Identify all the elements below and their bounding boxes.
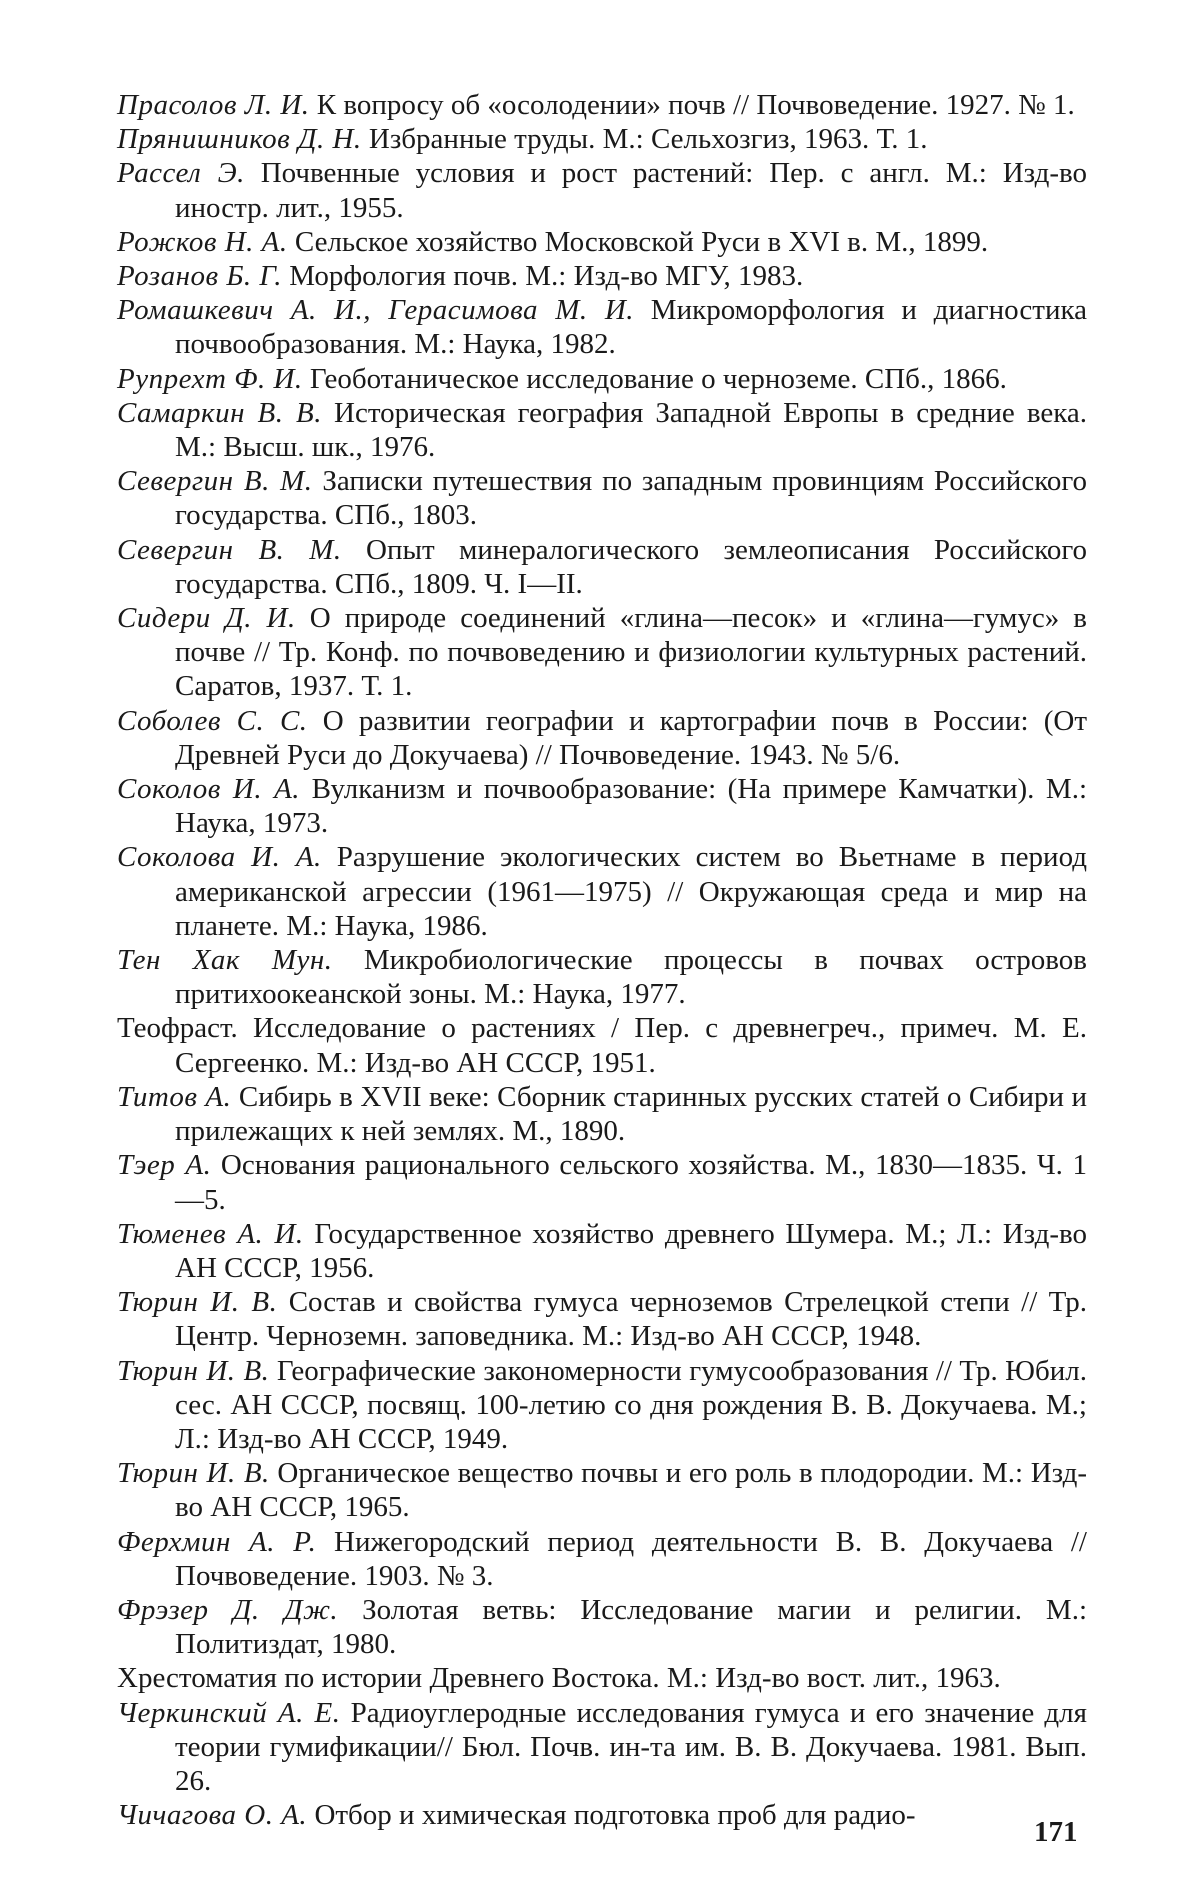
entry-author: Тюменев А. И.	[117, 1217, 304, 1250]
bibliography-entry	[117, 1354, 1087, 1457]
entry-author: Тэер А.	[117, 1149, 212, 1182]
entry-author: Розанов Б. Г.	[117, 260, 282, 293]
entry-author: Черкинский А. Е.	[117, 1696, 341, 1729]
bibliography-entry	[117, 1525, 1087, 1593]
entry-text: Сельское хозяйство Московской Руси в XVI в. М., 1899.	[287, 225, 989, 258]
entry-author: Соколов И. А.	[117, 773, 301, 806]
entry-text: Почвенные условия и рост растений: Пер. с англ. М.: Изд-во иностр. лит., 1955.	[175, 157, 1087, 224]
entry-author: Прянишников Д. Н.	[117, 123, 362, 156]
entry-author: Рупрехт Ф. И.	[117, 362, 303, 395]
entry-text: Основания рационального сельского хозяйства. М., 1830—1835. Ч. 1—5.	[175, 1149, 1087, 1216]
entry-text: Микробиологические процессы в почвах островов притихоокеанской зоны. М.: Наука, 1977.	[175, 944, 1087, 1011]
entry-text: Состав и свойства гумуса черноземов Стрелецкой степи // Тр. Центр. Черноземн. заповедника. М.: Изд-во АН СССР, 1948.	[175, 1286, 1087, 1353]
bibliography-entry	[117, 1080, 1087, 1148]
page-number: 171	[1034, 1816, 1078, 1848]
entry-text: Опыт минералогического землеописания Российского государства. СПб., 1809. Ч. I—II.	[175, 533, 1087, 600]
entry-author: Севергин В. М.	[117, 465, 313, 498]
entry-author: Тюрин И. В.	[117, 1354, 270, 1387]
entry-text: Хрестоматия по истории Древнего Востока. М.: Изд-во вост. лит., 1963.	[117, 1662, 1001, 1695]
bibliography-entry	[117, 533, 1087, 601]
bibliography-entry	[117, 1593, 1087, 1661]
bibliography-entry	[117, 88, 1087, 122]
bibliography-entry	[117, 704, 1087, 772]
bibliography-entry	[117, 1011, 1087, 1079]
entry-text: О природе соединений «глина—песок» и «глина—гумус» в почве // Тр. Конф. по почвоведению и физиологии культурных растений. Саратов, 1937. Т. 1.	[175, 602, 1087, 703]
entry-text: Золотая ветвь: Исследование магии и религии. М.: Политиздат, 1980.	[175, 1593, 1088, 1661]
entry-author: Рожков Н. А.	[117, 225, 288, 258]
bibliography-entry	[117, 1217, 1087, 1285]
entry-author: Тен Хак Мун.	[117, 944, 333, 977]
entry-author: Титов А.	[117, 1080, 232, 1113]
bibliography-entry	[117, 156, 1087, 224]
entry-text: Историческая география Западной Европы в средние века. М.: Высш. шк., 1976.	[175, 396, 1087, 464]
entry-author: Тюрин И. В.	[117, 1457, 270, 1490]
bibliography-entry	[117, 1798, 1087, 1832]
bibliography-entry	[117, 259, 1087, 293]
entry-text: Государственное хозяйство древнего Шумера. М.; Л.: Изд-во АН СССР, 1956.	[175, 1217, 1087, 1284]
bibliography-entry	[117, 1148, 1087, 1216]
entry-author: Прасолов Л. И.	[117, 89, 310, 121]
entry-author: Тюрин И. В.	[117, 1286, 278, 1319]
bibliography-entry	[117, 601, 1087, 704]
entry-text: Радиоуглеродные исследования гумуса и его значение для теории гумификации// Бюл. Почв. ин-та им. В. В. Докучаева. 1981. Вып. 26.	[175, 1696, 1087, 1797]
entry-text: Сибирь в XVII веке: Сборник старинных русских статей о Сибири и прилежащих к ней землях. М., 1890.	[175, 1080, 1087, 1148]
entry-author: Соколова И. А.	[117, 841, 322, 874]
bibliography-entry	[117, 293, 1087, 361]
entry-author: Самаркин В. В.	[117, 396, 322, 429]
bibliography-entry	[117, 1456, 1087, 1524]
entry-author: Сидери Д. И.	[117, 602, 296, 635]
entry-author: Ферхмин А. Р.	[117, 1525, 317, 1558]
bibliography-entry	[117, 464, 1087, 532]
bibliography-entry	[117, 225, 1087, 259]
bibliography-entry	[117, 1661, 1087, 1695]
entry-text: Морфология почв. М.: Изд-во МГУ, 1983.	[282, 260, 804, 293]
entry-author: Рассел Э.	[117, 157, 245, 190]
entry-text: Избранные труды. М.: Сельхозгиз, 1963. Т. 1.	[361, 123, 928, 156]
bibliography-entry	[117, 772, 1087, 840]
bibliography-entry	[117, 122, 1087, 156]
entry-text: Географические закономерности гумусообразования // Тр. Юбил. сес. АН СССР, посвящ. 100-летию со дня рождения В. В. Докучаева. М.; Л.: Изд-во АН СССР, 1949.	[175, 1354, 1087, 1455]
entry-text: Вулканизм и почвообразование: (На примере Камчатки). М.: Наука, 1973.	[175, 773, 1087, 840]
entry-text: Геоботаническое исследование о черноземе. СПб., 1866.	[302, 362, 1007, 395]
entry-author: Фрэзер Д. Дж.	[117, 1593, 339, 1626]
entry-text: Микроморфология и диагностика почвообразования. М.: Наука, 1982.	[175, 294, 1087, 361]
entry-text: Нижегородский период деятельности В. В. Докучаева // Почвоведение. 1903. № 3.	[175, 1525, 1087, 1592]
entry-author: Чичагова О. А.	[117, 1799, 308, 1832]
entry-text: Органическое вещество почвы и его роль в плодородии. М.: Изд-во АН СССР, 1965.	[175, 1457, 1087, 1524]
bibliography-entry	[117, 396, 1087, 464]
entry-text: Отбор и химическая подготовка проб для радио-	[307, 1799, 916, 1832]
bibliography-entry	[117, 362, 1087, 396]
entry-text: Разрушение экологических систем во Вьетнаме в период американской агрессии (1961—1975) // Окружающая среда и мир на планете. М.: Наука, 1986.	[175, 841, 1087, 942]
bibliography-entry	[117, 1696, 1087, 1799]
entry-author: Ромашкевич А. И., Герасимова М. И.	[117, 294, 635, 327]
entry-author: Соболев С. С.	[117, 704, 308, 737]
bibliography-list	[117, 88, 1087, 1832]
bibliography-entry	[117, 1285, 1087, 1353]
entry-text: Теофраст. Исследование о растениях / Пер. с древнегреч., примеч. М. Е. Сергеенко. М.: Изд-во АН СССР, 1951.	[117, 1012, 1087, 1079]
entry-text: О развитии географии и картографии почв в России: (От Древней Руси до Докучаева) // Почвоведение. 1943. № 5/6.	[175, 704, 1087, 771]
bibliography-entry	[117, 840, 1087, 943]
entry-author: Севергин В. М.	[117, 533, 342, 566]
entry-text: К вопросу об «осолодении» почв // Почвоведение. 1927. № 1.	[309, 89, 1075, 121]
entry-text: Записки путешествия по западным провинциям Российского государства. СПб., 1803.	[175, 465, 1087, 532]
bibliography-entry	[117, 943, 1087, 1011]
